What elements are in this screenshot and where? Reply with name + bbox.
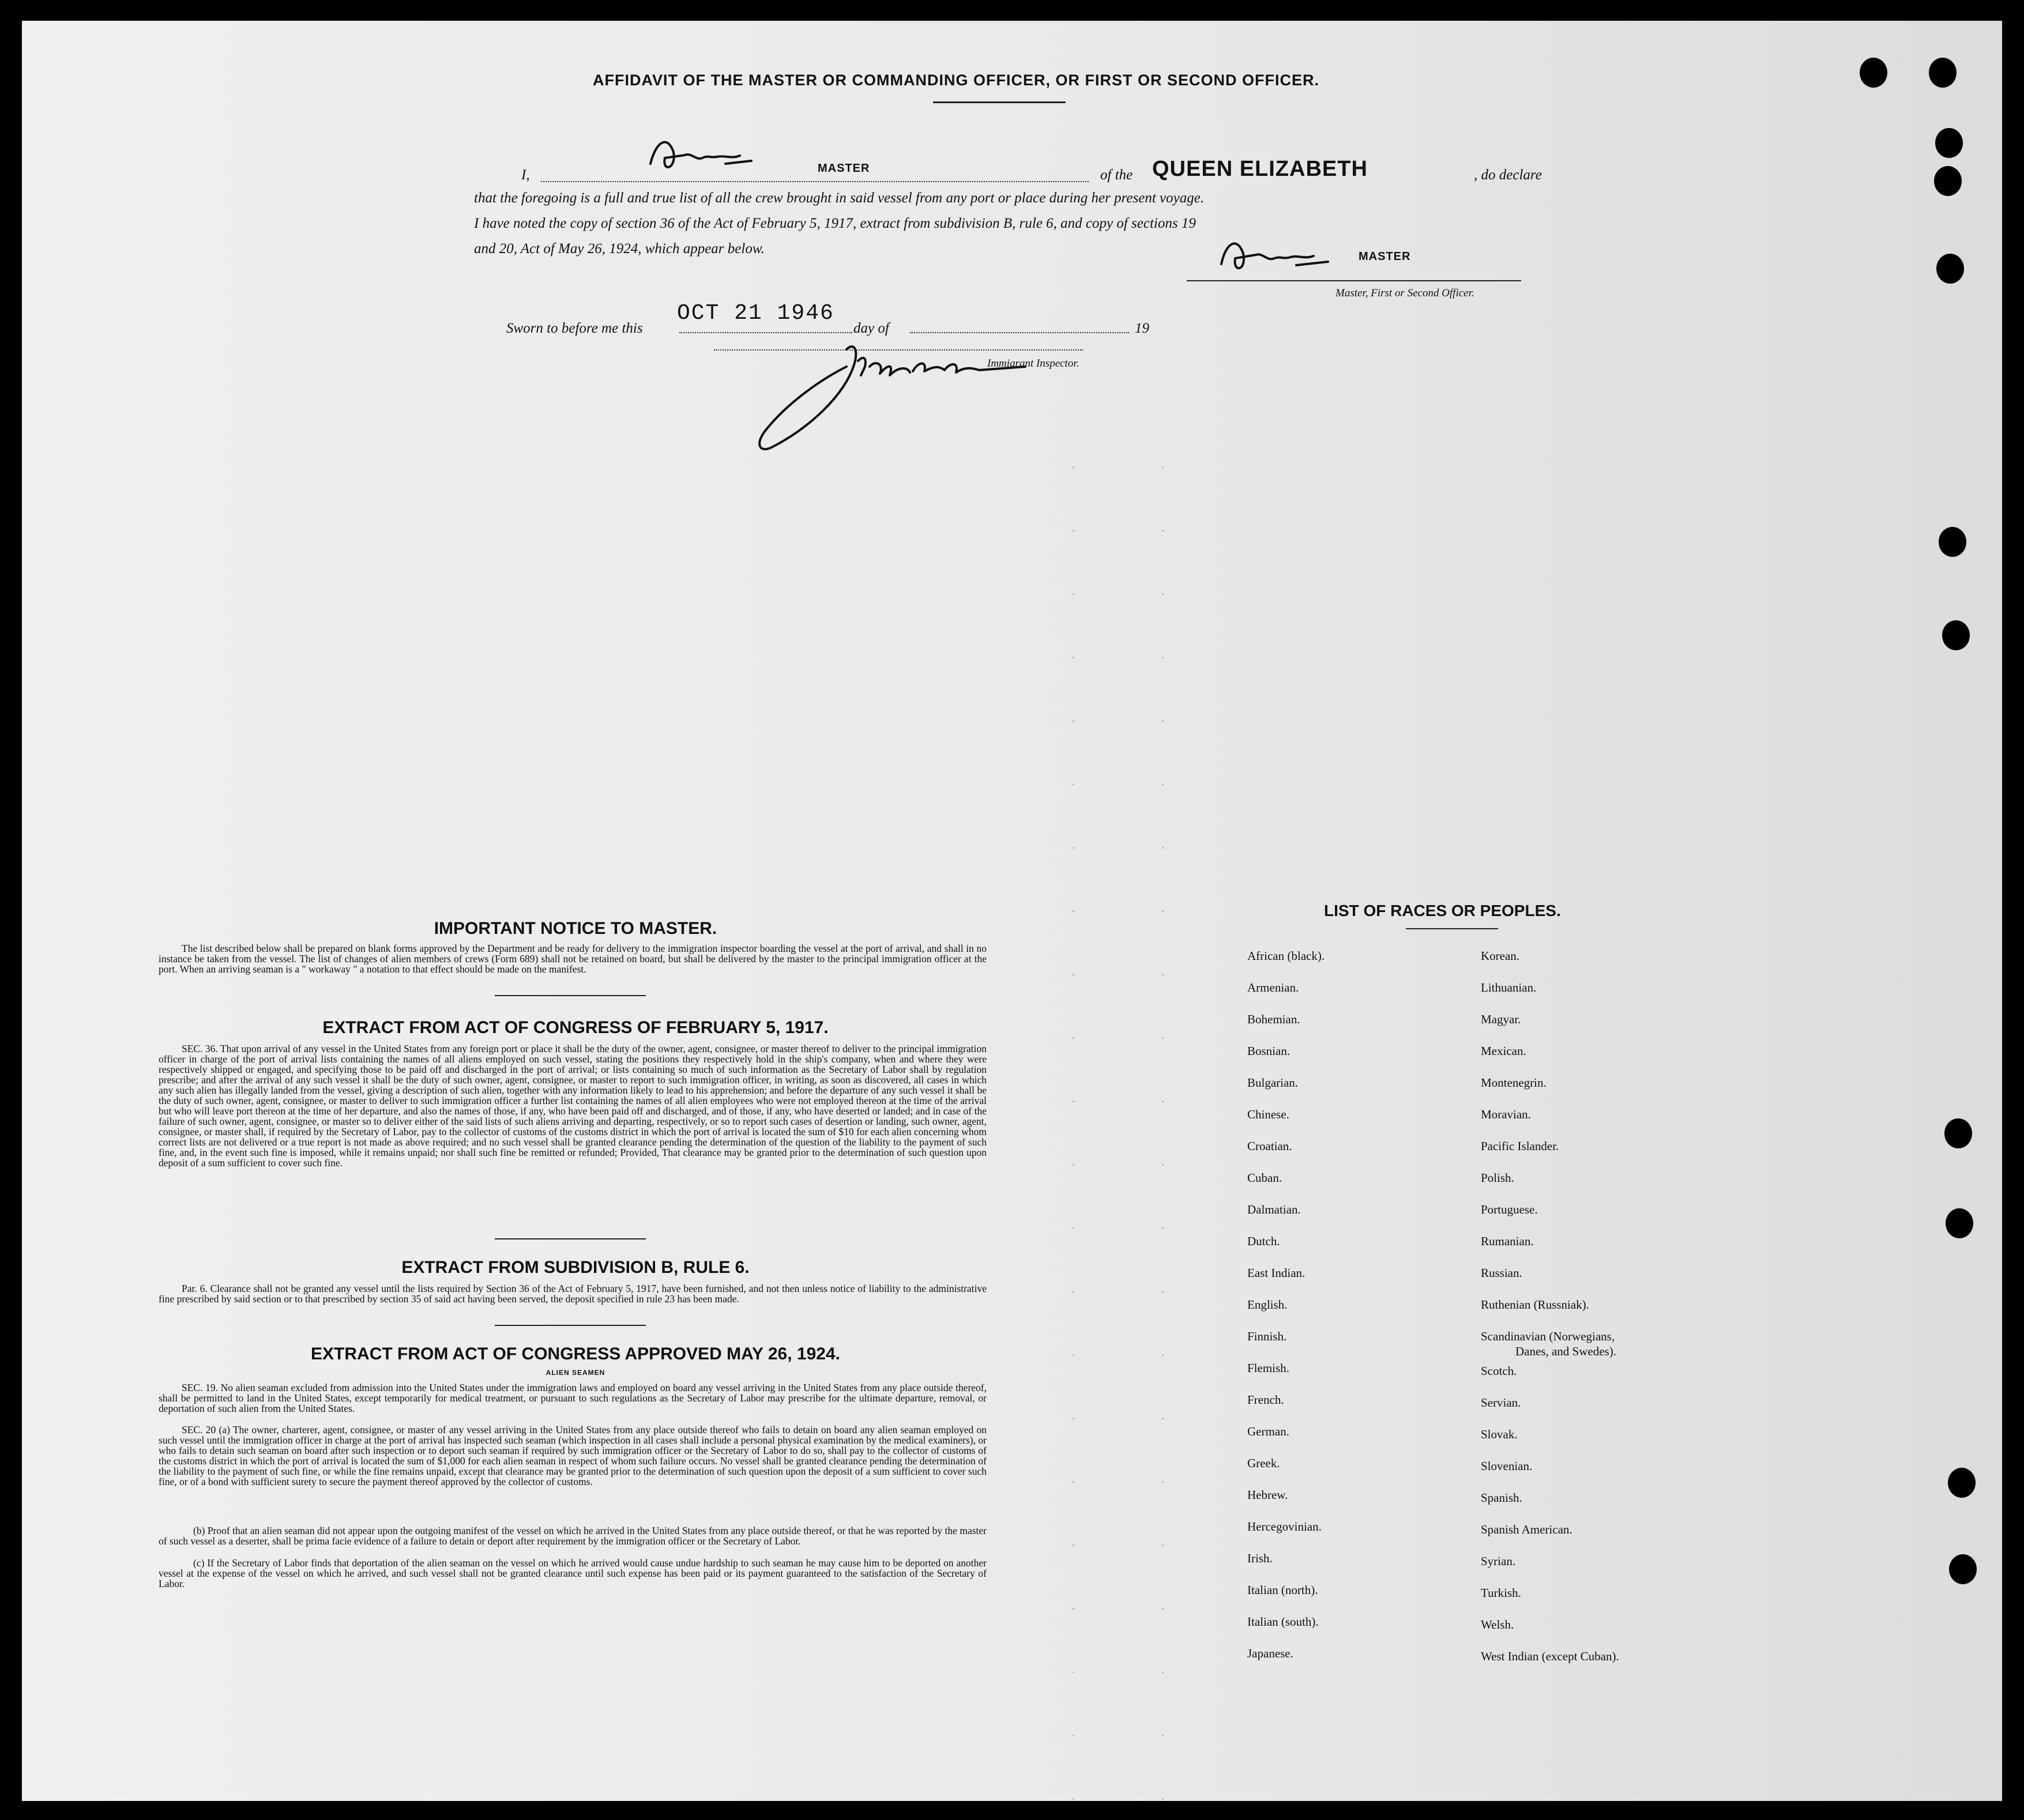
extract-rule6-body: Par. 6. Clearance shall not be granted any vessel until the lists required by Section 36 of the Act of February 5, 1917, have been furnished, and not then unless notice of liability to the administrative fine prescribed by said section or to that prescribed by section 35 of said act having been served, the deposit specified in rule 23 has been made. bbox=[159, 1283, 987, 1305]
punch-hole bbox=[1936, 254, 1964, 284]
punch-hole bbox=[1929, 58, 1957, 88]
race-left: Finnish. bbox=[1247, 1329, 1287, 1343]
document-sheet bbox=[22, 21, 2002, 1801]
notice-title: IMPORTANT NOTICE TO MASTER. bbox=[434, 919, 717, 938]
race-left: English. bbox=[1247, 1298, 1288, 1312]
race-left: Italian (south). bbox=[1247, 1615, 1319, 1629]
races-title-underline bbox=[1406, 928, 1498, 929]
race-left: Bohemian. bbox=[1247, 1012, 1300, 1026]
bleed-through-dots: · · · · · · · · · · · · · · · · · · · · · · bbox=[1161, 460, 1165, 1801]
race-right: Ruthenian (Russniak). bbox=[1481, 1298, 1589, 1312]
race-left: Italian (north). bbox=[1247, 1583, 1318, 1597]
race-left: Armenian. bbox=[1247, 981, 1299, 994]
race-right: Spanish. bbox=[1481, 1491, 1522, 1505]
extract-rule6-title: EXTRACT FROM SUBDIVISION B, RULE 6. bbox=[401, 1258, 750, 1277]
race-left: Croatian. bbox=[1247, 1139, 1292, 1153]
punch-hole bbox=[1946, 1208, 1973, 1238]
race-left: Dutch. bbox=[1247, 1234, 1280, 1248]
punch-hole bbox=[1949, 1554, 1977, 1584]
officer-signature bbox=[1210, 229, 1342, 281]
race-left: Greek. bbox=[1247, 1456, 1280, 1470]
race-right: West Indian (except Cuban). bbox=[1481, 1649, 1619, 1663]
race-right: Welsh. bbox=[1481, 1618, 1514, 1631]
race-left: Dalmatian. bbox=[1247, 1203, 1301, 1216]
race-left: French. bbox=[1247, 1393, 1284, 1407]
race-left: Chinese. bbox=[1247, 1107, 1289, 1121]
master-signature bbox=[639, 129, 760, 181]
sec20c-body: (c) If the Secretary of Labor finds that deportation of the alien seaman on the vessel on which he arrived would cause undue hardship to such seaman he may cause him to be deported on another vessel at the expense of the vessel on which he arrived, and such vessel shall not be granted clearance until such expense has been paid or its payment guaranteed to the satisfaction of the Secretary of Labor. bbox=[159, 1557, 987, 1589]
punch-hole bbox=[1934, 166, 1962, 196]
race-right: Slovak. bbox=[1481, 1427, 1518, 1441]
year-prefix: 19 bbox=[1135, 321, 1149, 336]
master-stamp: MASTER bbox=[818, 162, 870, 175]
race-right: Slovenian. bbox=[1481, 1459, 1533, 1473]
punch-hole bbox=[1942, 620, 1970, 650]
race-right: Pacific Islander. bbox=[1481, 1139, 1559, 1153]
race-left: Bosnian. bbox=[1247, 1044, 1291, 1058]
of-the-label: of the bbox=[1100, 167, 1133, 183]
race-left: African (black). bbox=[1247, 949, 1325, 963]
alien-seamen-subtitle: ALIEN SEAMEN bbox=[545, 1369, 605, 1377]
affidavit-title: AFFIDAVIT OF THE MASTER OR COMMANDING OFFICER, OR FIRST OR SECOND OFFICER. bbox=[593, 71, 1319, 89]
race-right: Scandinavian (Norwegians, bbox=[1481, 1329, 1615, 1343]
sworn-label: Sworn to before me this bbox=[506, 321, 643, 336]
race-right: Spanish American. bbox=[1481, 1523, 1572, 1536]
punch-hole bbox=[1944, 1118, 1972, 1148]
race-right: Russian. bbox=[1481, 1266, 1522, 1280]
sec20b-body: (b) Proof that an alien seaman did not appear upon the outgoing manifest of the vessel on which he arrived in the United States from any place outside thereof, or that he was reported by the master of such vessel as a deserter, shall be prima facie evidence of a failure to detain or deport after requirement by the immigration officer or the Secretary of Labor. bbox=[159, 1525, 987, 1547]
race-right: Syrian. bbox=[1481, 1554, 1516, 1568]
inspector-sign-line bbox=[714, 349, 1083, 351]
bleed-through-dots: · · · · · · · · · · · · · · · · · · · · · · bbox=[1071, 460, 1076, 1801]
date-stamp: OCT 21 1946 bbox=[677, 301, 834, 326]
divider bbox=[495, 1325, 646, 1326]
race-right: Polish. bbox=[1481, 1171, 1514, 1185]
name-fill-line bbox=[541, 181, 1089, 182]
officer-caption: Master, First or Second Officer. bbox=[1335, 287, 1474, 299]
race-left: Flemish. bbox=[1247, 1361, 1289, 1375]
race-left: German. bbox=[1247, 1425, 1289, 1438]
i-label: I, bbox=[521, 167, 530, 183]
day-of-label: day of bbox=[853, 321, 889, 336]
affidavit-line-2: that the foregoing is a full and true list of all the crew brought in said vessel from any port or place during her present voyage. bbox=[474, 190, 1205, 206]
race-right: Turkish. bbox=[1481, 1586, 1521, 1600]
race-right: Korean. bbox=[1481, 949, 1520, 963]
sec19-body: SEC. 19. No alien seaman excluded from admission into the United States under the immigration laws and employed on board any vessel arriving in the United States from any place outside thereof, shall be permitted to land in the United States, except temporarily for medical treatment, or pursuant to such regulations as the Secretary of Labor may prescribe for the ultimate departure, removal, or deportation of such alien from the United States. bbox=[159, 1382, 987, 1414]
punch-hole bbox=[1948, 1468, 1976, 1498]
race-left: Irish. bbox=[1247, 1551, 1273, 1565]
inspector-signature bbox=[656, 321, 1083, 459]
race-right: Mexican. bbox=[1481, 1044, 1526, 1058]
race-right: Rumanian. bbox=[1481, 1234, 1534, 1248]
race-right: Servian. bbox=[1481, 1396, 1521, 1410]
affidavit-line-3: I have noted the copy of section 36 of the Act of February 5, 1917, extract from subdivision B, rule 6, and copy of sections 19 bbox=[474, 216, 1196, 231]
officer-sign-line bbox=[1187, 280, 1521, 281]
race-left: Bulgarian. bbox=[1247, 1076, 1299, 1090]
race-left: Hebrew. bbox=[1247, 1488, 1288, 1502]
race-right: Portuguese. bbox=[1481, 1203, 1538, 1216]
punch-hole bbox=[1860, 58, 1887, 88]
master-stamp-2: MASTER bbox=[1359, 250, 1411, 263]
divider bbox=[495, 1238, 646, 1239]
race-left: Cuban. bbox=[1247, 1171, 1282, 1185]
race-right: Moravian. bbox=[1481, 1107, 1531, 1121]
divider bbox=[495, 995, 646, 996]
race-right: Montenegrin. bbox=[1481, 1076, 1547, 1090]
race-right: Lithuanian. bbox=[1481, 981, 1537, 994]
races-title: LIST OF RACES OR PEOPLES. bbox=[1324, 902, 1561, 920]
sec20a-body: SEC. 20 (a) The owner, charterer, agent, consignee, or master of any vessel arriving in the United States from any place outside thereof who fails to detain on board any alien seaman employed on such vessel until the immigration officer in charge at the port of arrival has inspected such seaman (which inspection in all cases shall include a personal physical examination by the medical examiners), or who fails to detain such seaman on board after such inspection or to deport such seaman if required by such immigration officer or the Secretary of Labor to do so, shall pay to the collector of customs of the customs district in which the port of arrival is located the sum of $1,000 for each alien seaman in respect of whom such failure occurs. No vessel shall be granted clearance pending the determination of the liability to the payment of such fine, or while the fine remains unpaid, except that clearance may be granted prior to the determination of such question upon the deposit of a sum sufficient to cover such fine, or of a bond with sufficient surety to secure the payment thereof approved by the collector of customs. bbox=[159, 1424, 987, 1487]
extract-1917-body: SEC. 36. That upon arrival of any vessel in the United States from any foreign port or place it shall be the duty of the owner, agent, consignee, or master thereof to deliver to the principal immigration officer in charge of the port of arrival lists containing the names of all aliens employed on such vessel, stating the positions they respectively hold in the ship's company, when and where they were respectively shipped or engaged, and specifying those to be paid off and discharged in the port of arrival; or lists containing so much of such information as the Secretary of Labor shall by regulation prescribe; and after the arrival of any such vessel it shall be the duty of such owner, agent, consignee, or master to report to such immigration officer, in writing, as soon as discovered, all cases in which any such alien has illegally landed from the vessel, giving a description of such alien, together with any information likely to lead to his apprehension; and before the departure of any such vessel it shall be the duty of such owner, agent, consignee, or master to deliver to such immigration officer a further list containing the names of all alien employees who were not employed thereon at the time of the arrival but who will leave port thereon at the time of her departure, and also the names of those, if any, who have been paid off and discharged, and of those, if any, who have deserted or landed; and in case of the failure of such owner, agent, consignee, or master so to deliver either of the said lists of such aliens arriving and departing, respectively, or so to report such cases of desertion or landing, such owner, agent, consignee, or master shall, if required by the Secretary of Labor, pay to the collector of customs of the customs district in which the port of arrival is located the sum of $10 for each alien concerning whom correct lists are not delivered or a true report is not made as above required; and no such vessel shall be granted clearance pending the determination of the question of the liability to the payment of such fine, and, in the event such fine is imposed, while it remains unpaid; nor shall such fine be remitted or refunded; Provided, That clearance may be granted prior to the determination of such question upon deposit of a sum sufficient to cover such fine. bbox=[159, 1043, 987, 1169]
race-right: Scotch. bbox=[1481, 1364, 1517, 1378]
race-right: Magyar. bbox=[1481, 1012, 1521, 1026]
race-left: East Indian. bbox=[1247, 1266, 1306, 1280]
notice-body: The list described below shall be prepared on blank forms approved by the Department and be ready for delivery to the immigration inspector boarding the vessel at the port of arrival, and shall in no instance be taken from the vessel. The list of changes of alien members of crews (Form 689) shall not be retained on board, but shall be delivered by the master to the principal immigration officer at the port. When an arriving seaman is a " workaway " a notation to that effect should be made on the manifest. bbox=[159, 943, 987, 975]
race-right-continued: Danes, and Swedes). bbox=[1515, 1344, 1616, 1358]
do-declare-label: , do declare bbox=[1474, 167, 1542, 183]
race-left: Hercegovinian. bbox=[1247, 1520, 1322, 1533]
inspector-caption: Immigrant Inspector. bbox=[987, 357, 1079, 370]
punch-hole bbox=[1935, 128, 1963, 158]
punch-hole bbox=[1939, 527, 1966, 557]
extract-1917-title: EXTRACT FROM ACT OF CONGRESS OF FEBRUARY 5, 1917. bbox=[322, 1018, 829, 1037]
extract-1924-title: EXTRACT FROM ACT OF CONGRESS APPROVED MAY 26, 1924. bbox=[311, 1344, 840, 1363]
title-underline bbox=[933, 101, 1066, 103]
ship-name: QUEEN ELIZABETH bbox=[1152, 157, 1368, 181]
race-left: Japanese. bbox=[1247, 1646, 1293, 1660]
affidavit-line-4: and 20, Act of May 26, 1924, which appear below. bbox=[474, 241, 765, 257]
